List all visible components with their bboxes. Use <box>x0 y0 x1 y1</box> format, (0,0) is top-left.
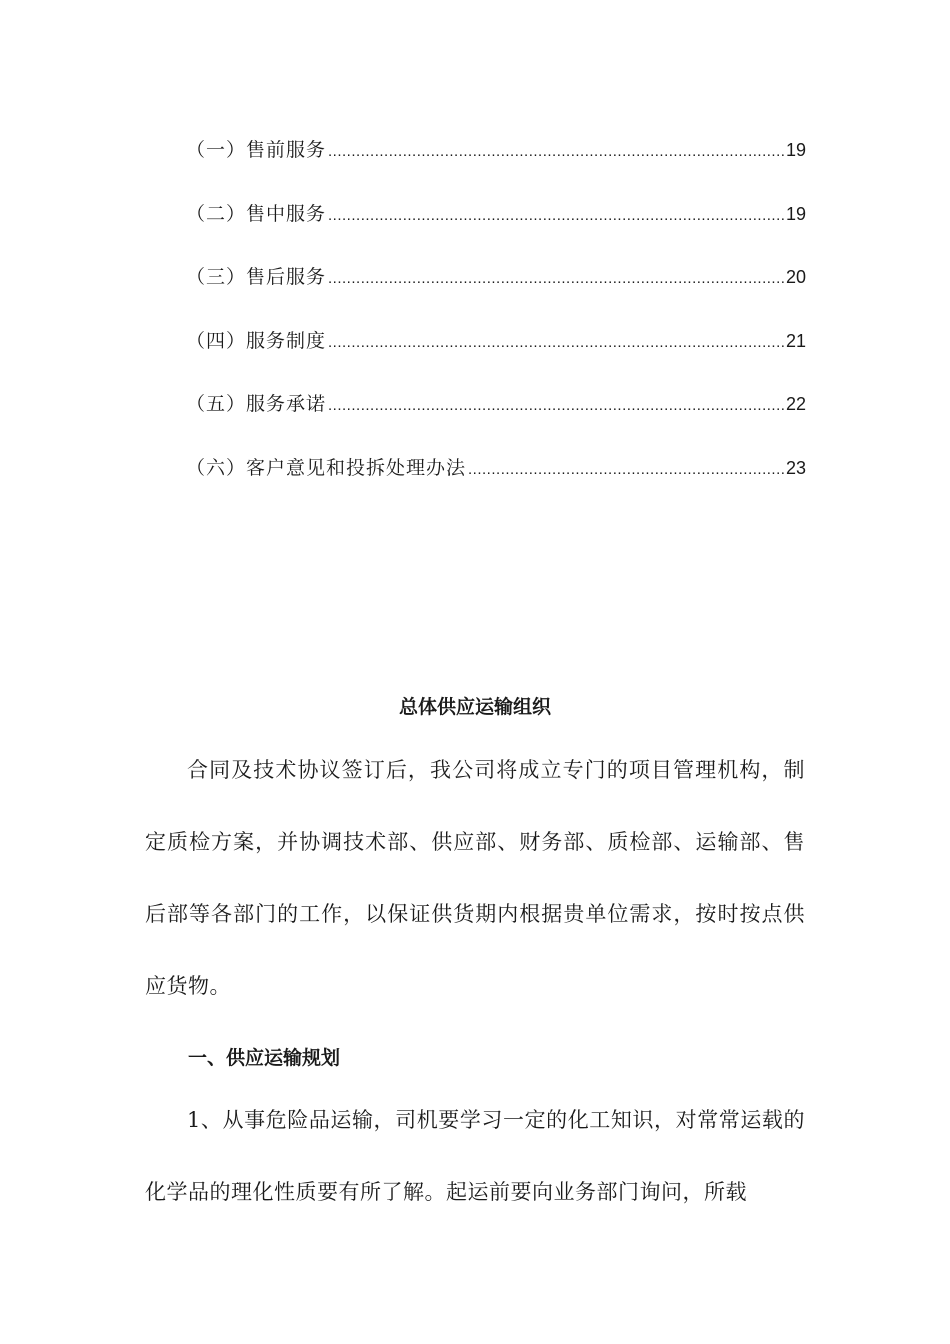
toc-entry-page: 20 <box>785 267 806 288</box>
toc-leader-dots <box>328 323 784 363</box>
table-of-contents <box>186 130 806 512</box>
toc-entry-label: （六）客户意见和投拆处理办法 <box>186 456 467 479</box>
toc-entry-page: 19 <box>785 203 806 224</box>
toc-entry-page: 22 <box>785 394 806 415</box>
toc-entry[interactable] <box>186 130 806 194</box>
intro-paragraph: 合同及技术协议签订后，我公司将成立专门的项目管理机构，制定质检方案，并协调技术部、供应部、财务部、质检部、运输部、售后部等各部门的工作，以保证供货期内根据贵单位需求，按时按点供应货物。 <box>145 758 805 998</box>
toc-entry-label: （四）服务制度 <box>186 329 327 352</box>
subsection-heading: 一、供应运输规划 <box>188 1047 341 1069</box>
toc-leader-dots <box>328 259 784 299</box>
toc-leader-dots <box>328 132 784 172</box>
toc-entry-label: （一）售前服务 <box>186 139 327 161</box>
item-paragraph: 1、从事危险品运输，司机要学习一定的化工知识，对常常运载的化学品的理化性质要有所了解。起运前要向业务部门询问，所载 <box>145 1108 805 1204</box>
toc-leader-dots <box>328 386 784 426</box>
toc-entry[interactable] <box>186 448 806 512</box>
toc-entry-page: 21 <box>785 330 806 351</box>
toc-entry[interactable] <box>186 194 806 258</box>
toc-entry-label: （五）服务承诺 <box>186 393 327 416</box>
toc-entry[interactable] <box>186 321 806 385</box>
toc-entry-label: （三）售后服务 <box>186 266 327 289</box>
toc-entry[interactable] <box>186 257 806 321</box>
toc-entry-page: 23 <box>785 457 806 478</box>
toc-leader-dots <box>468 450 784 490</box>
toc-entry[interactable] <box>186 384 806 448</box>
toc-leader-dots <box>328 196 784 236</box>
toc-entry-page: 19 <box>785 140 806 160</box>
section-title: 总体供应运输组织 <box>398 696 551 718</box>
toc-entry-label: （二）售中服务 <box>186 202 327 225</box>
